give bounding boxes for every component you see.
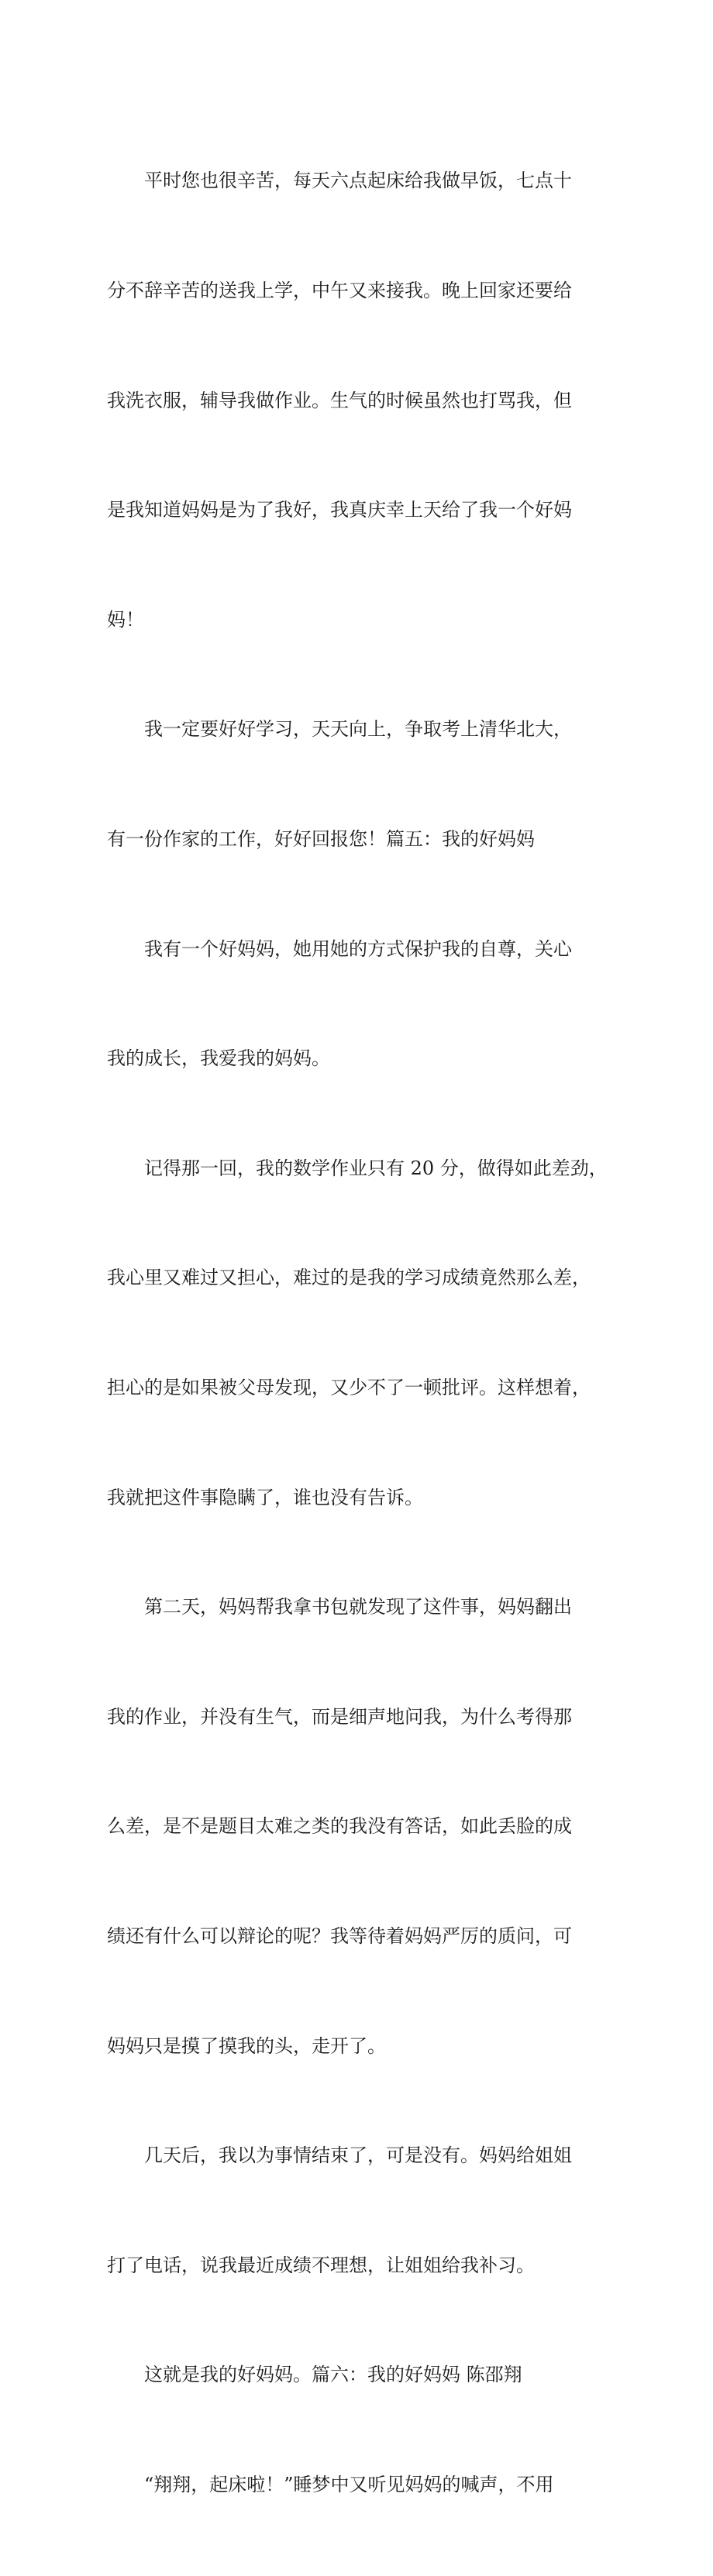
paragraph-line: 我心里又难过又担心，难过的是我的学习成绩竟然那么差， bbox=[107, 1267, 591, 1289]
paragraph-line: “翔翔，起床啦！”睡梦中又听见妈妈的喊声，不用 bbox=[144, 2473, 554, 2495]
paragraph-line: 分不辞辛苦的送我上学，中午又来接我。晚上回家还要给 bbox=[107, 280, 572, 301]
paragraph-line: 我有一个好妈妈，她用她的方式保护我的自尊，关心 bbox=[144, 937, 572, 960]
paragraph-line: 担心的是如果被父母发现，又少不了一顿批评。这样想着， bbox=[107, 1376, 591, 1398]
paragraph-line: 我的作业，并没有生气，而是细声地问我，为什么考得那 bbox=[107, 1705, 572, 1728]
paragraph-line: 绩还有什么可以辩论的呢？我等待着妈妈严厉的质问，可 bbox=[107, 1924, 572, 1947]
paragraph-line: 这就是我的好妈妈。篇六：我的好妈妈 陈邵翔 bbox=[144, 2364, 522, 2386]
paragraph-line: 几天后，我以为事情结束了，可是没有。妈妈给姐姐 bbox=[144, 2144, 572, 2167]
paragraph-line: 妈妈只是摸了摸我的头，走开了。 bbox=[107, 2034, 386, 2057]
paragraph-line: 打了电话，说我最近成绩不理想，让姐姐给我补习。 bbox=[107, 2254, 535, 2276]
paragraph-line: 我的成长，我爱我的妈妈。 bbox=[107, 1047, 330, 1070]
paragraph-line: 我就把这件事隐瞒了，谁也没有告诉。 bbox=[107, 1486, 423, 1508]
paragraph-line: 我一定要好好学习，天天向上，争取考上清华北大， bbox=[144, 718, 572, 741]
paragraph-line: 是我知道妈妈是为了我好，我真庆幸上天给了我一个好妈 bbox=[107, 499, 572, 521]
paragraph-line: 有一份作家的工作，好好回报您！篇五：我的好妈妈 bbox=[107, 827, 535, 850]
paragraph-line: 么差，是不是题目太难之类的我没有答话，如此丢脸的成 bbox=[107, 1815, 572, 1838]
paragraph-line: 平时您也很辛苦，每天六点起床给我做早饭，七点十 bbox=[144, 170, 572, 192]
paragraph-line: 我洗衣服，辅导我做作业。生气的时候虽然也打骂我，但 bbox=[107, 389, 572, 411]
essay-text bbox=[107, 90, 618, 2576]
paragraph-line: 妈！ bbox=[107, 608, 144, 631]
paragraph-line: 记得那一回，我的数学作业只有 20 分，做得如此差劲， bbox=[144, 1157, 608, 1179]
paragraph-line: 第二天，妈妈帮我拿书包就发现了这件事，妈妈翻出 bbox=[144, 1596, 572, 1618]
